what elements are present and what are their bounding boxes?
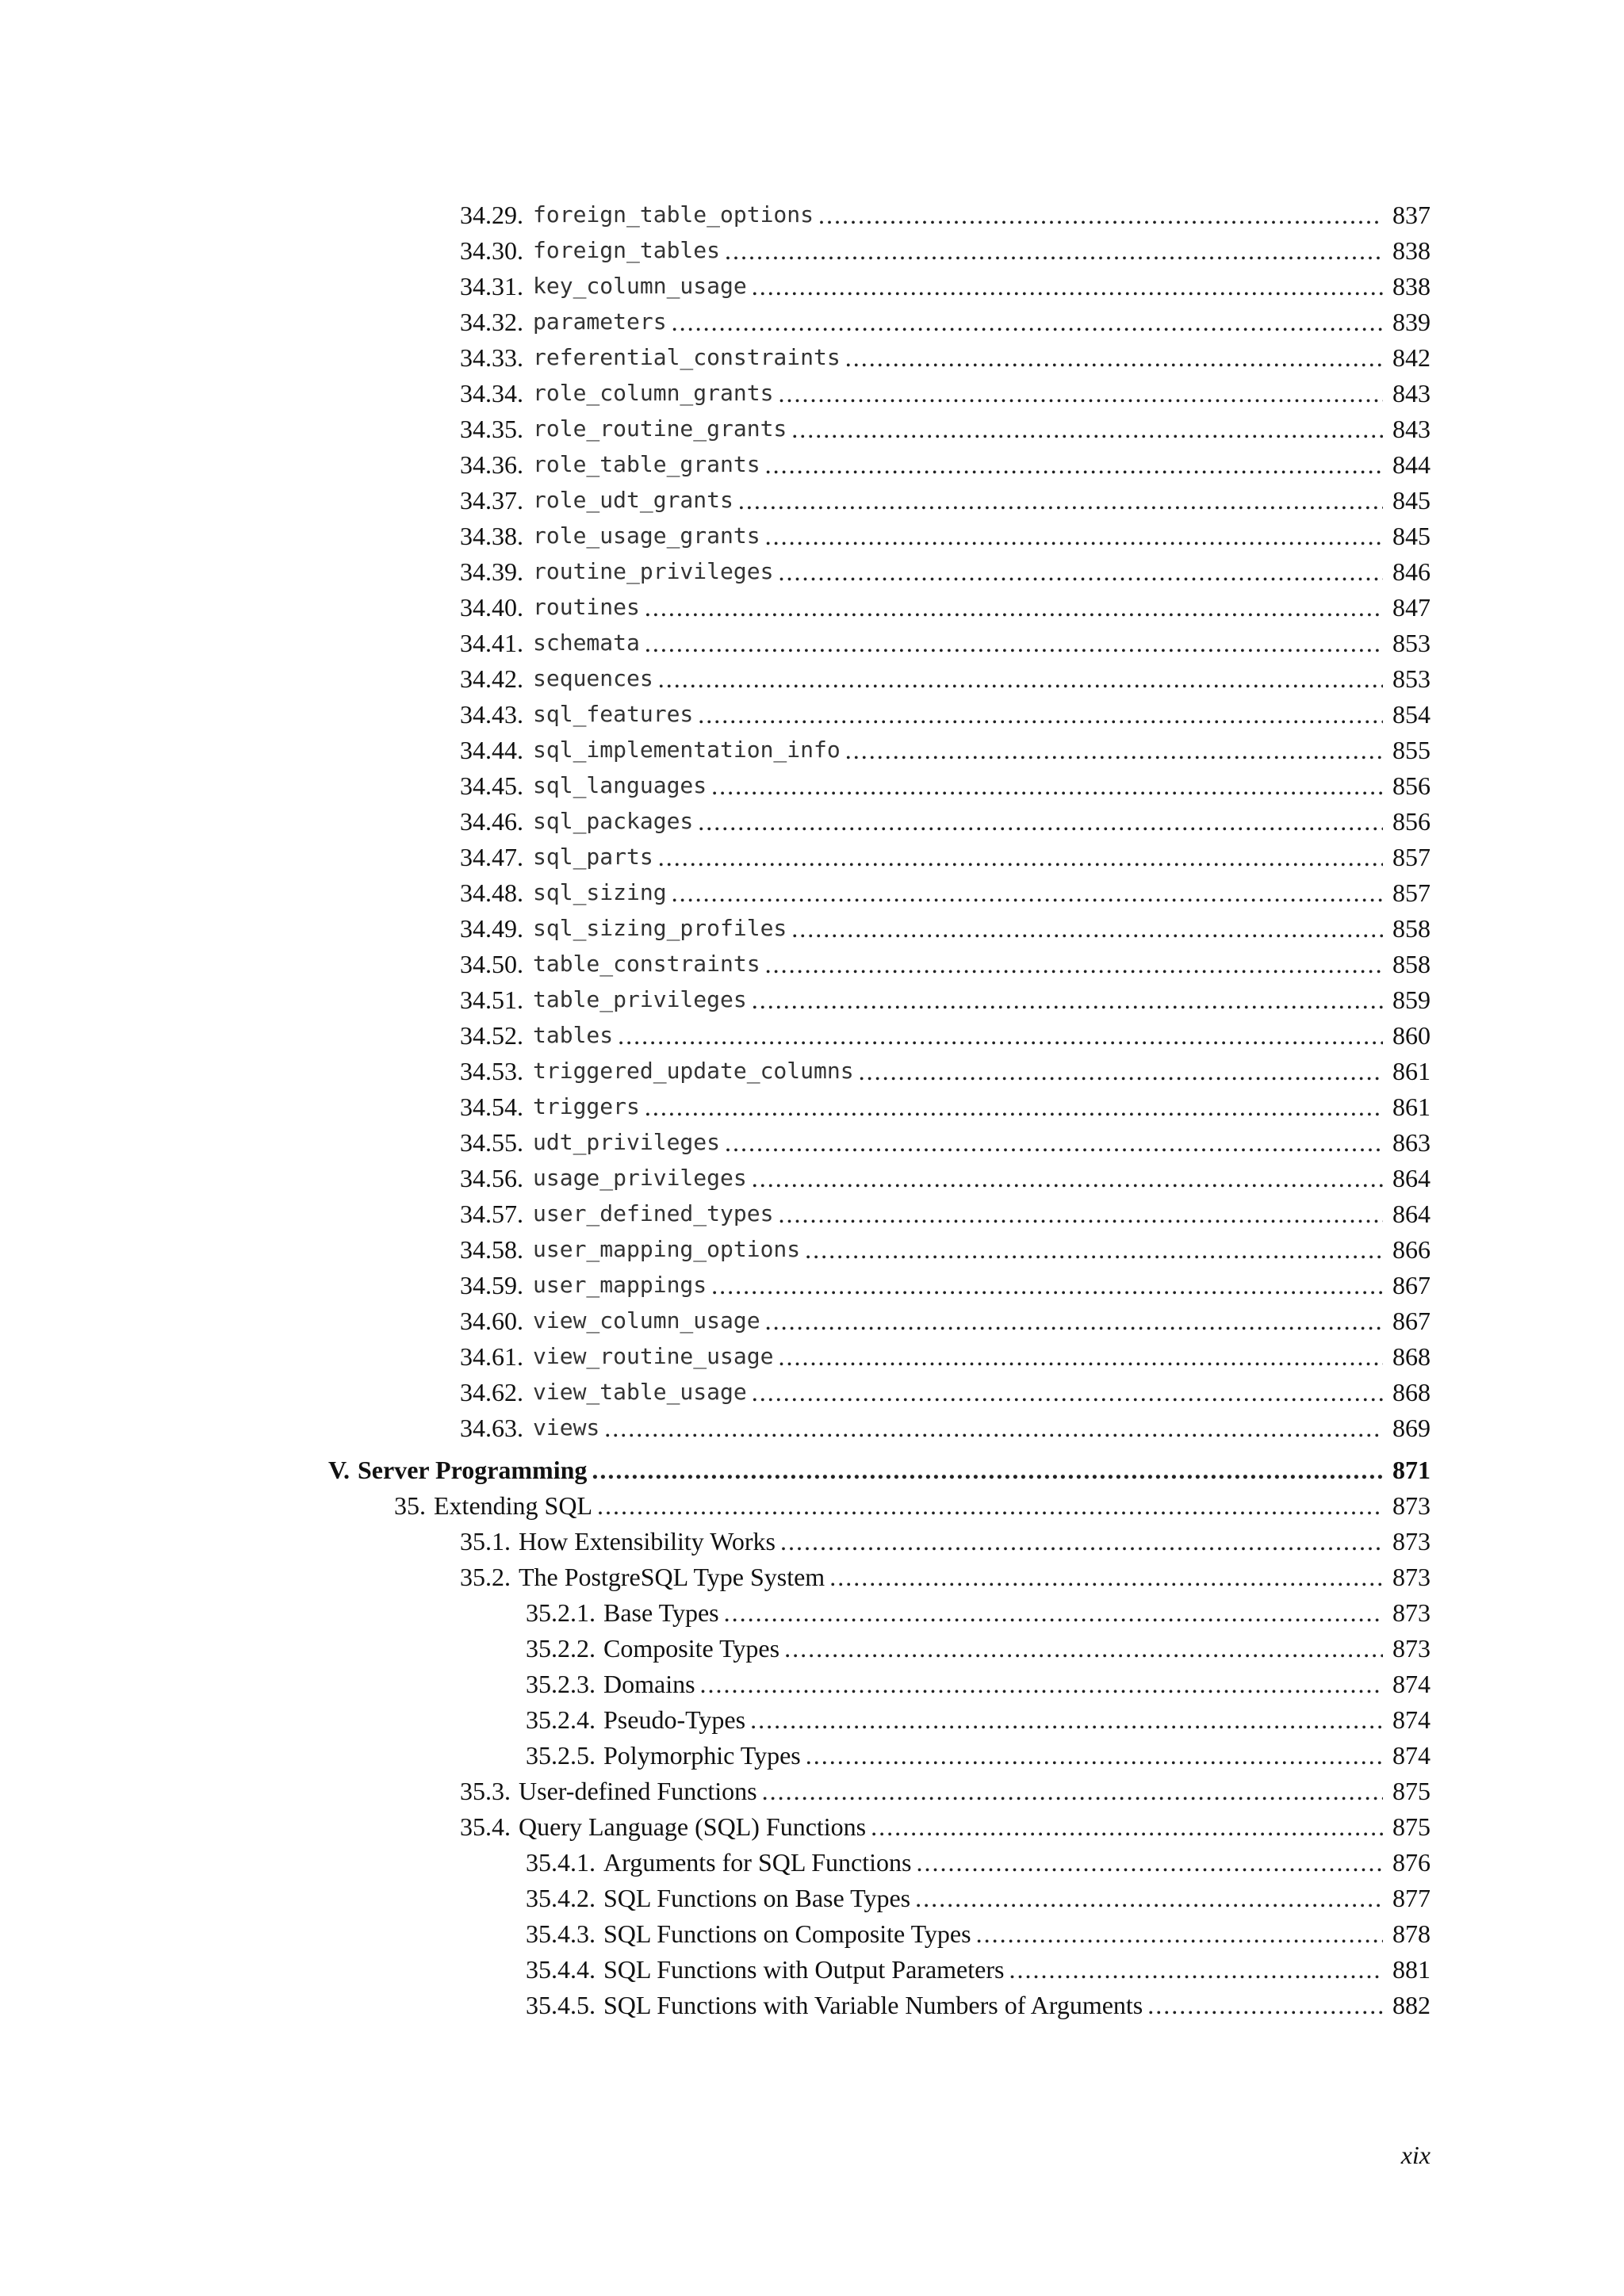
toc-entry-number: 34.57. — [460, 1200, 523, 1228]
dot-leader — [1147, 1989, 1383, 2021]
dot-leader — [1009, 1954, 1383, 1985]
toc-entry-number: 34.36. — [460, 450, 523, 479]
toc-entry-page: 867 — [1392, 1271, 1431, 1299]
toc-entry-title: role_usage_grants — [533, 522, 760, 549]
dot-leader — [829, 1561, 1383, 1593]
toc-entry-page: 881 — [1392, 1955, 1431, 1984]
toc-entry-title: sql_languages — [533, 772, 707, 798]
dot-leader — [845, 734, 1383, 766]
toc-entry-page: 846 — [1392, 557, 1431, 586]
toc-entry-title: foreign_tables — [533, 237, 721, 263]
table-of-contents — [0, 195, 1624, 2021]
dot-leader — [752, 270, 1383, 302]
dot-leader — [778, 1341, 1383, 1372]
toc-entry-page: 869 — [1392, 1414, 1431, 1442]
toc-entry-number: 34.39. — [460, 557, 523, 586]
dot-leader — [725, 1127, 1383, 1158]
toc-entry[interactable] — [526, 1628, 1431, 1664]
toc-entry-number: V. — [328, 1456, 350, 1484]
toc-entry[interactable] — [460, 802, 1431, 837]
toc-entry-title: triggered_update_columns — [533, 1058, 854, 1084]
toc-entry[interactable] — [526, 1735, 1431, 1771]
dot-leader — [592, 1454, 1383, 1486]
toc-entry-number: 34.50. — [460, 950, 523, 978]
toc-entry-title: user_defined_types — [533, 1200, 774, 1226]
dot-leader — [778, 377, 1383, 409]
dot-leader — [806, 1739, 1383, 1771]
toc-entry[interactable] — [460, 1372, 1431, 1408]
toc-entry[interactable] — [460, 195, 1431, 231]
dot-leader — [672, 306, 1383, 338]
toc-entry[interactable] — [526, 1914, 1431, 1950]
dot-leader — [604, 1412, 1383, 1444]
toc-entry-title: The PostgreSQL Type System — [519, 1563, 825, 1591]
toc-entry-page: 876 — [1392, 1848, 1431, 1877]
toc-entry-number: 35.4.1. — [526, 1848, 596, 1877]
toc-entry[interactable] — [460, 1557, 1431, 1593]
toc-entry-title: role_table_grants — [533, 451, 760, 477]
toc-entry-page: 847 — [1392, 593, 1431, 622]
toc-entry-title: parameters — [533, 308, 667, 335]
toc-entry-page: 874 — [1392, 1741, 1431, 1770]
toc-entry-page: 856 — [1392, 771, 1431, 800]
toc-entry[interactable] — [526, 1950, 1431, 1985]
toc-entry-title: referential_constraints — [533, 344, 841, 370]
toc-entry-page: 838 — [1392, 236, 1431, 265]
dot-leader — [780, 1525, 1383, 1557]
toc-entry-page: 871 — [1392, 1456, 1431, 1484]
toc-entry-title: user_mappings — [533, 1272, 707, 1298]
toc-entry-title: routine_privileges — [533, 558, 774, 584]
toc-entry[interactable] — [460, 1408, 1431, 1444]
toc-entry[interactable] — [328, 1444, 1431, 1486]
toc-entry-number: 35.2.2. — [526, 1634, 596, 1663]
toc-entry-title: views — [533, 1414, 600, 1441]
toc-entry-number: 34.51. — [460, 985, 523, 1014]
toc-entry-number: 35.4. — [460, 1812, 511, 1841]
toc-entry-title: schemata — [533, 629, 640, 656]
toc-entry-number: 34.59. — [460, 1271, 523, 1299]
toc-entry-page: 873 — [1392, 1491, 1431, 1520]
toc-entry[interactable] — [460, 837, 1431, 873]
toc-entry-title: Query Language (SQL) Functions — [519, 1812, 867, 1841]
toc-entry[interactable] — [460, 587, 1431, 623]
toc-entry-page: 858 — [1392, 914, 1431, 943]
dot-leader — [752, 984, 1383, 1016]
toc-entry-number: 34.35. — [460, 415, 523, 443]
toc-entry-number: 34.52. — [460, 1021, 523, 1050]
toc-entry-page: 859 — [1392, 985, 1431, 1014]
toc-entry[interactable] — [460, 1016, 1431, 1051]
toc-entry-page: 856 — [1392, 807, 1431, 836]
dot-leader — [698, 698, 1383, 730]
dot-leader — [645, 1091, 1383, 1123]
toc-entry[interactable] — [460, 1301, 1431, 1337]
toc-entry-number: 34.37. — [460, 486, 523, 515]
toc-entry[interactable] — [394, 1486, 1431, 1521]
dot-leader — [778, 1198, 1383, 1230]
dot-leader — [765, 449, 1383, 480]
toc-entry-title: Polymorphic Types — [603, 1741, 801, 1770]
toc-entry-title: triggers — [533, 1093, 640, 1119]
toc-entry-title: sql_features — [533, 701, 694, 727]
toc-entry-page: 855 — [1392, 736, 1431, 764]
toc-entry[interactable] — [460, 1807, 1431, 1843]
toc-entry[interactable] — [460, 909, 1431, 944]
toc-entry-page: 853 — [1392, 664, 1431, 693]
toc-entry-page: 864 — [1392, 1164, 1431, 1192]
toc-entry-number: 35.4.4. — [526, 1955, 596, 1984]
toc-entry[interactable] — [460, 552, 1431, 587]
toc-entry-page: 857 — [1392, 843, 1431, 871]
toc-entry-title: sql_implementation_info — [533, 737, 841, 763]
toc-entry-title: sequences — [533, 665, 653, 691]
toc-entry-number: 35.2. — [460, 1563, 511, 1591]
toc-entry[interactable] — [460, 373, 1431, 409]
toc-entry[interactable] — [526, 1700, 1431, 1735]
toc-entry-number: 34.41. — [460, 629, 523, 657]
toc-entry-page: 866 — [1392, 1235, 1431, 1264]
dot-leader — [752, 1162, 1383, 1194]
toc-entry[interactable] — [460, 1521, 1431, 1557]
toc-entry-title: Domains — [603, 1670, 695, 1698]
toc-entry-number: 34.63. — [460, 1414, 523, 1442]
toc-entry-title: sql_parts — [533, 844, 653, 870]
toc-entry-number: 34.58. — [460, 1235, 523, 1264]
toc-entry-number: 34.31. — [460, 272, 523, 300]
toc-entry[interactable] — [526, 1664, 1431, 1700]
toc-entry-page: 877 — [1392, 1884, 1431, 1912]
toc-entry-number: 34.49. — [460, 914, 523, 943]
toc-entry-page: 838 — [1392, 272, 1431, 300]
toc-entry[interactable] — [460, 445, 1431, 480]
toc-entry-number: 35.3. — [460, 1777, 511, 1805]
toc-entry[interactable] — [460, 695, 1431, 730]
toc-entry-title: role_column_grants — [533, 380, 774, 406]
toc-entry-title: view_table_usage — [533, 1379, 747, 1405]
toc-entry-number: 34.44. — [460, 736, 523, 764]
toc-entry-number: 35.2.1. — [526, 1598, 596, 1627]
toc-entry-title: SQL Functions with Variable Numbers of Arguments — [603, 1991, 1143, 2019]
toc-entry[interactable] — [460, 1087, 1431, 1123]
toc-entry-page: 857 — [1392, 878, 1431, 907]
dot-leader — [658, 841, 1383, 873]
toc-entry-page: 874 — [1392, 1705, 1431, 1734]
dot-leader — [762, 1775, 1383, 1807]
toc-entry[interactable] — [460, 409, 1431, 445]
toc-entry-page: 844 — [1392, 450, 1431, 479]
dot-leader — [765, 948, 1383, 980]
toc-entry-number: 34.33. — [460, 343, 523, 372]
toc-entry-number: 35.1. — [460, 1527, 511, 1556]
toc-entry-number: 34.32. — [460, 308, 523, 336]
toc-entry-page: 868 — [1392, 1342, 1431, 1371]
toc-entry-title: Pseudo-Types — [603, 1705, 746, 1734]
toc-entry[interactable] — [526, 1985, 1431, 2021]
toc-entry-page: 839 — [1392, 308, 1431, 336]
toc-entry-page: 861 — [1392, 1057, 1431, 1085]
toc-entry-page: 858 — [1392, 950, 1431, 978]
toc-entry-number: 35.2.5. — [526, 1741, 596, 1770]
toc-entry-number: 35.2.3. — [526, 1670, 596, 1698]
toc-entry[interactable] — [460, 1265, 1431, 1301]
toc-entry-page: 873 — [1392, 1563, 1431, 1591]
toc-entry-title: Extending SQL — [434, 1491, 592, 1520]
toc-entry-page: 863 — [1392, 1128, 1431, 1157]
toc-entry-title: SQL Functions on Composite Types — [603, 1919, 971, 1948]
dot-leader — [805, 1234, 1383, 1265]
toc-entry[interactable] — [460, 873, 1431, 909]
toc-entry-page: 854 — [1392, 700, 1431, 729]
toc-entry-page: 875 — [1392, 1777, 1431, 1805]
toc-entry-number: 34.43. — [460, 700, 523, 729]
toc-entry-page: 845 — [1392, 522, 1431, 550]
toc-entry-title: table_privileges — [533, 986, 747, 1012]
toc-entry[interactable] — [460, 980, 1431, 1016]
toc-entry[interactable] — [460, 231, 1431, 266]
dot-leader — [791, 913, 1383, 944]
dot-leader — [791, 413, 1383, 445]
toc-entry[interactable] — [460, 659, 1431, 695]
toc-entry[interactable] — [460, 302, 1431, 338]
toc-entry-title: foreign_table_options — [533, 201, 814, 228]
dot-leader — [916, 1846, 1383, 1878]
toc-entry-page: 875 — [1392, 1812, 1431, 1841]
dot-leader — [597, 1490, 1383, 1521]
toc-entry[interactable] — [460, 338, 1431, 373]
toc-entry[interactable] — [526, 1593, 1431, 1628]
dot-leader — [711, 1269, 1383, 1301]
toc-entry[interactable] — [460, 1230, 1431, 1265]
toc-entry-number: 34.29. — [460, 201, 523, 229]
dot-leader — [752, 1376, 1383, 1408]
dot-leader — [711, 770, 1383, 802]
toc-entry-number: 34.60. — [460, 1307, 523, 1335]
toc-entry-page: 861 — [1392, 1093, 1431, 1121]
toc-entry-page: 873 — [1392, 1634, 1431, 1663]
toc-entry-title: Composite Types — [603, 1634, 780, 1663]
toc-entry[interactable] — [460, 1337, 1431, 1372]
toc-entry-number: 34.40. — [460, 593, 523, 622]
toc-entry-number: 34.38. — [460, 522, 523, 550]
toc-entry-title: view_routine_usage — [533, 1343, 774, 1369]
page-number: xix — [1400, 2141, 1431, 2169]
toc-entry-title: table_constraints — [533, 951, 760, 977]
toc-entry[interactable] — [460, 1194, 1431, 1230]
toc-entry[interactable] — [460, 944, 1431, 980]
toc-entry-title: User-defined Functions — [519, 1777, 757, 1805]
toc-entry-number: 34.48. — [460, 878, 523, 907]
toc-entry-page: 845 — [1392, 486, 1431, 515]
toc-entry-title: usage_privileges — [533, 1165, 747, 1191]
toc-entry-number: 34.55. — [460, 1128, 523, 1157]
toc-entry-title: key_column_usage — [533, 273, 747, 299]
dot-leader — [618, 1020, 1383, 1051]
dot-leader — [778, 556, 1383, 587]
toc-entry[interactable] — [526, 1878, 1431, 1914]
toc-entry[interactable] — [460, 1158, 1431, 1194]
toc-entry-page: 882 — [1392, 1991, 1431, 2019]
dot-leader — [645, 591, 1383, 623]
dot-leader — [725, 235, 1383, 266]
dot-leader — [698, 806, 1383, 837]
toc-entry[interactable] — [460, 623, 1431, 659]
toc-entry-title: sql_packages — [533, 808, 694, 834]
toc-entry-number: 34.61. — [460, 1342, 523, 1371]
toc-entry[interactable] — [460, 730, 1431, 766]
toc-entry[interactable] — [460, 1771, 1431, 1807]
dot-leader — [871, 1811, 1383, 1843]
toc-entry-page: 842 — [1392, 343, 1431, 372]
toc-entry-number: 34.62. — [460, 1378, 523, 1406]
toc-entry-page: 867 — [1392, 1307, 1431, 1335]
toc-entry-number: 34.42. — [460, 664, 523, 693]
toc-entry-title: role_routine_grants — [533, 415, 787, 442]
toc-entry-page: 873 — [1392, 1598, 1431, 1627]
toc-entry-page: 853 — [1392, 629, 1431, 657]
toc-entry-title: SQL Functions with Output Parameters — [603, 1955, 1005, 1984]
toc-entry[interactable] — [460, 1123, 1431, 1158]
toc-entry-title: udt_privileges — [533, 1129, 721, 1155]
toc-entry-number: 34.34. — [460, 379, 523, 408]
toc-entry-page: 843 — [1392, 379, 1431, 408]
dot-leader — [750, 1704, 1383, 1735]
toc-entry-number: 35.4.3. — [526, 1919, 596, 1948]
dot-leader — [845, 342, 1383, 373]
toc-entry-number: 34.30. — [460, 236, 523, 265]
dot-leader — [765, 1305, 1383, 1337]
toc-entry-page: 843 — [1392, 415, 1431, 443]
toc-entry-number: 34.54. — [460, 1093, 523, 1121]
toc-entry-title: sql_sizing — [533, 879, 667, 905]
toc-entry-page: 837 — [1392, 201, 1431, 229]
dot-leader — [672, 877, 1383, 909]
toc-entry-title: Server Programming — [357, 1456, 588, 1484]
toc-entry-title: Base Types — [603, 1598, 719, 1627]
dot-leader — [700, 1668, 1383, 1700]
dot-leader — [765, 520, 1383, 552]
toc-entry-number: 35.4.5. — [526, 1991, 596, 2019]
toc-entry-title: routines — [533, 594, 640, 620]
toc-entry-number: 34.56. — [460, 1164, 523, 1192]
toc-entry-number: 34.53. — [460, 1057, 523, 1085]
dot-leader — [784, 1632, 1383, 1664]
dot-leader — [818, 199, 1383, 231]
toc-entry-page: 868 — [1392, 1378, 1431, 1406]
toc-entry[interactable] — [460, 516, 1431, 552]
toc-entry-title: role_udt_grants — [533, 487, 733, 513]
toc-entry[interactable] — [460, 766, 1431, 802]
dot-leader — [915, 1882, 1383, 1914]
dot-leader — [724, 1597, 1383, 1628]
toc-entry-page: 860 — [1392, 1021, 1431, 1050]
dot-leader — [738, 484, 1383, 516]
dot-leader — [658, 663, 1383, 695]
toc-entry[interactable] — [460, 266, 1431, 302]
toc-entry-title: view_column_usage — [533, 1307, 760, 1334]
dot-leader — [645, 627, 1383, 659]
toc-entry[interactable] — [460, 1051, 1431, 1087]
toc-entry-title: Arguments for SQL Functions — [603, 1848, 912, 1877]
toc-entry[interactable] — [460, 480, 1431, 516]
toc-entry-number: 35.2.4. — [526, 1705, 596, 1734]
dot-leader — [859, 1055, 1383, 1087]
toc-entry-number: 35. — [394, 1491, 426, 1520]
toc-entry-title: user_mapping_options — [533, 1236, 801, 1262]
toc-entry-number: 35.4.2. — [526, 1884, 596, 1912]
toc-entry[interactable] — [526, 1843, 1431, 1878]
toc-entry-page: 878 — [1392, 1919, 1431, 1948]
toc-entry-title: sql_sizing_profiles — [533, 915, 787, 941]
toc-entry-page: 873 — [1392, 1527, 1431, 1556]
dot-leader — [976, 1918, 1383, 1950]
toc-entry-number: 34.46. — [460, 807, 523, 836]
toc-entry-title: How Extensibility Works — [519, 1527, 776, 1556]
toc-entry-number: 34.47. — [460, 843, 523, 871]
toc-entry-title: tables — [533, 1022, 614, 1048]
toc-entry-page: 864 — [1392, 1200, 1431, 1228]
toc-entry-title: SQL Functions on Base Types — [603, 1884, 911, 1912]
toc-entry-number: 34.45. — [460, 771, 523, 800]
toc-entry-page: 874 — [1392, 1670, 1431, 1698]
